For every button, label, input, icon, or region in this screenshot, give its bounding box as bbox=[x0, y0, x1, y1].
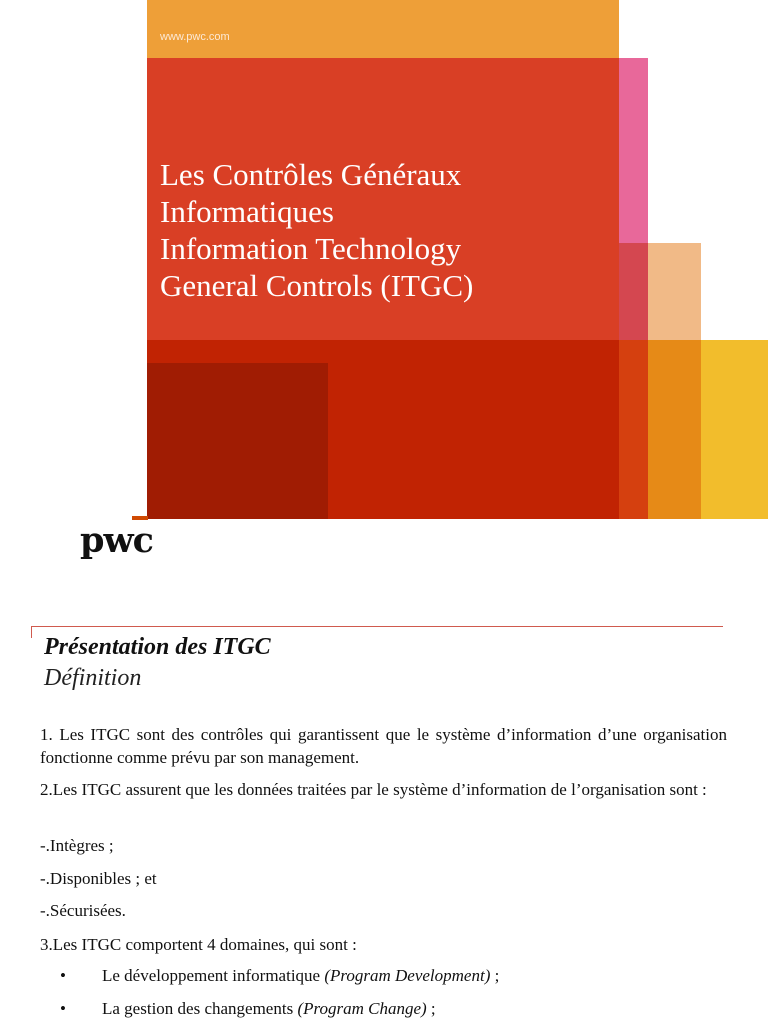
slide-divider-tick bbox=[31, 626, 32, 638]
list-item-disponibles: -.Disponibles ; et bbox=[40, 869, 157, 888]
cover-peach-block bbox=[648, 243, 701, 340]
pwc-logo-text: pwc bbox=[80, 520, 153, 561]
list-item-integres: -.Intègres ; bbox=[40, 836, 114, 855]
bullet-dot: • bbox=[60, 999, 66, 1018]
bullet-end: ; bbox=[426, 999, 436, 1018]
cover-yellow-block bbox=[701, 340, 768, 519]
bullet-text-main: Le développement informatique bbox=[102, 966, 325, 985]
pwc-logo bbox=[80, 516, 170, 566]
cover-pink-red-block bbox=[619, 243, 648, 340]
cover-title-line-2: Informatiques bbox=[160, 194, 334, 229]
cover-title-line-3: Information Technology bbox=[160, 231, 462, 266]
cover-maroon-block bbox=[147, 363, 328, 519]
bullet-text-main: La gestion des changements bbox=[102, 999, 298, 1018]
cover-url[interactable]: www.pwc.com bbox=[160, 31, 230, 43]
cover-pink-block bbox=[619, 58, 648, 243]
bullet-text bbox=[102, 966, 499, 986]
bullet-end: ; bbox=[490, 966, 500, 985]
bullet-text bbox=[102, 999, 436, 1019]
slide-subtitle: Définition bbox=[44, 665, 142, 691]
paragraph-1: 1. Les ITGC sont des contrôles qui garantissent que le système d’information d’une organisation fonctionne comme prévu par son management. bbox=[40, 725, 727, 767]
slide-title: Présentation des ITGC bbox=[44, 634, 271, 660]
cover-orange-block bbox=[147, 0, 619, 58]
cover-title-line-1: Les Contrôles Généraux bbox=[160, 157, 462, 192]
cover-title-line-4: General Controls (ITGC) bbox=[160, 268, 474, 303]
slide-divider-line bbox=[31, 626, 723, 627]
paragraph-3: 3.Les ITGC comportent 4 domaines, qui sont : bbox=[40, 935, 357, 954]
bullet-dot: • bbox=[60, 966, 66, 985]
list-item-securisees: -.Sécurisées. bbox=[40, 901, 126, 920]
paragraph-2: 2.Les ITGC assurent que les données traitées par le système d’information de l’organisation sont : bbox=[40, 780, 707, 799]
cover-title bbox=[160, 156, 600, 304]
cover-orange-mid-block bbox=[648, 340, 701, 519]
bullet-term: (Program Change) bbox=[297, 999, 427, 1018]
bullet-term: (Program Development) bbox=[324, 966, 491, 985]
cover-red-orange-block bbox=[619, 340, 648, 519]
